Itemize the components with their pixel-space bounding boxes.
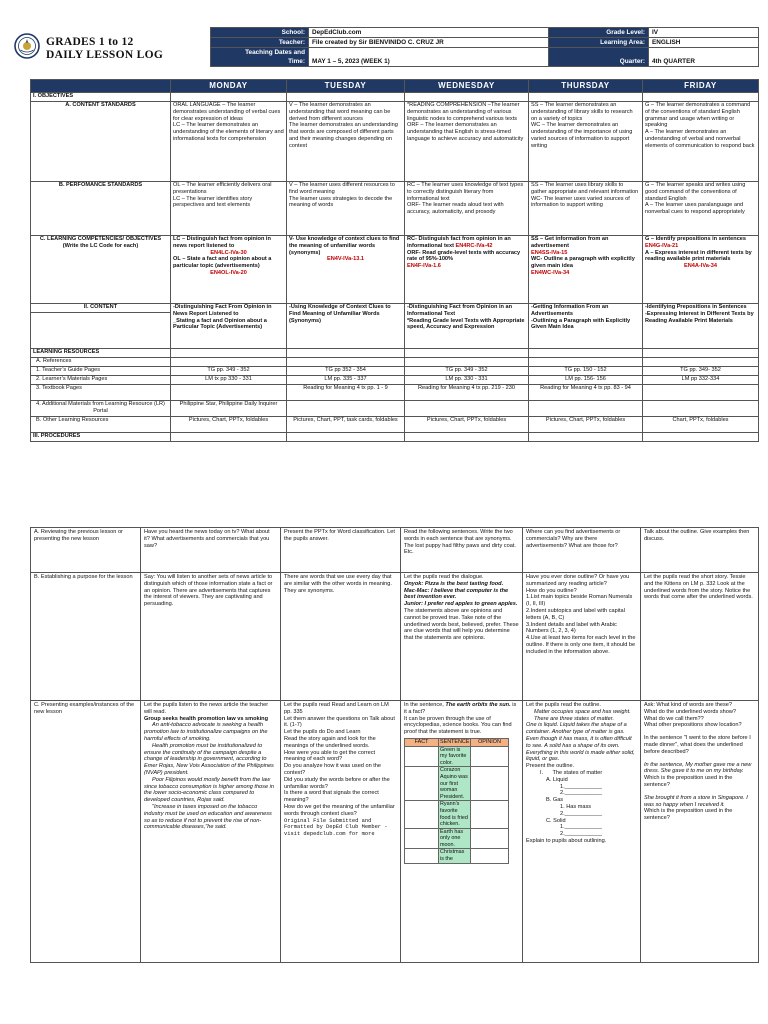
procedure-a-tuesday: Present the PPTx for Word classification. Let the pupils answer.: [281, 528, 401, 573]
outline-c: C. Solid: [546, 817, 566, 824]
pb-thu-1: Have you ever done outline? Or have you summarized any reading article?: [526, 574, 630, 587]
learning-resources-heading: LEARNING RESOURCES: [31, 349, 171, 358]
pc-tue-1: Let the pupils read Read and Learn on LM pp. 335: [284, 702, 389, 715]
procedure-b-row: [31, 573, 759, 701]
other-friday: Chart, PPTx, foldables: [643, 417, 759, 433]
content-standards-label: A. CONTENT STANDARDS: [31, 102, 171, 182]
pb-thu-3: 1.List main topics beside Roman Numerals (I, II, III): [526, 594, 633, 608]
content-thursday: [529, 304, 643, 349]
lc-thu-code-1: EN4SS-IVa-15: [531, 249, 568, 256]
ps-tue-2: The learner uses strategies to decode the meaning of words: [289, 195, 393, 209]
pc-tue-note: Original File Submitted and Formatted by DepEd Club Member - visit depedclub.com for more: [284, 817, 388, 838]
cs-wed-2: ORF – The learner demonstrates an understanding that English is stress-timed language to achieve accuracy and automaticity: [407, 122, 524, 142]
pc-thu-intro: Let the pupils read the outline.: [526, 702, 601, 708]
area-value: ENGLISH: [649, 38, 759, 48]
pc-tue-3: Let the pupils do Do and Learn: [284, 729, 361, 736]
lm-monday: LM tx pp 330 - 331: [171, 376, 287, 385]
lr-wednesday: [405, 401, 529, 417]
procedure-c-tuesday: [281, 701, 401, 963]
day-tuesday: TUESDAY: [287, 80, 405, 93]
pb-thu-5: 3.Indent details and label with Arabic Numbers (1, 2, 3, 4): [526, 621, 617, 635]
procedure-b-tuesday: There are words that we use every day that are similar with the other words in meaning. They are synonyms.: [281, 573, 401, 701]
sentence-header: SENTENCE: [440, 738, 470, 745]
pc-mon-p1: An anti-tobacco advocate is seeking a health promotion law to institutionalize campaigns on the harmful effects of smoking.: [144, 722, 268, 742]
procedures-heading-row: [31, 433, 759, 442]
content-tuesday: [287, 304, 405, 349]
tg-wednesday: TG pp. 349 - 352: [405, 367, 529, 376]
performance-standards-tuesday: [287, 182, 405, 236]
procedure-b-label: B. Establishing a purpose for the lesson: [31, 573, 141, 701]
tg-tuesday: TG pp 352 - 354: [287, 367, 405, 376]
header-info-table: [210, 27, 759, 67]
pb-wed-dialogue-1: Onyok: Pizza is the best tasting food.: [404, 580, 504, 587]
ps-tue-1: V – The learner uses different resources to find word meaning: [289, 182, 395, 195]
tb-monday: [171, 385, 287, 401]
outline-b1: 1. Has mass: [560, 803, 592, 810]
school-label: School:: [211, 28, 309, 38]
fact-sentence-2: Corazon Aquino was our first woman President.: [439, 767, 471, 801]
pb-wed-dialogue-2: Mac-Mac: I believe that computer is the best invention ever.: [404, 587, 509, 601]
lc-thu-2: WC- Outline a paragraph with explicitly given main idea: [531, 256, 635, 270]
content-standards-monday: [171, 102, 287, 182]
procedure-b-monday: Say: You will listen to another sets of news article to distinguish which of those information state a fact or an opinion. There are advertisements that captures the interest of viewers. They are captivating and persuading.: [141, 573, 281, 701]
cs-thu-2: WC – The learner demonstrates an understanding of the importance of using varied sources of information to support writing: [531, 122, 633, 149]
procedure-c-row: [31, 701, 759, 963]
pb-thu-4: 2.Indent subtopics and label with capital letters (A, B, C): [526, 607, 625, 621]
cs-mon-2: LC – The learner demonstrates an understanding of the elements of literary and informational texts for comprehension: [173, 122, 284, 142]
content-mon-2: _Stating a fact and Opinion about a Particular Topic (Advertisements): [173, 317, 267, 331]
pc-fri-1: Ask: What kind of words are these?: [644, 702, 732, 708]
procedure-a-friday: Talk about the outline. Give examples then discuss.: [641, 528, 759, 573]
competencies-thursday: [529, 236, 643, 304]
outline-a2: 2.____________: [560, 790, 602, 797]
other-monday: Pictures, Chart, PPTx, foldables: [171, 417, 287, 433]
performance-standards-monday: [171, 182, 287, 236]
other-wednesday: Pictures, Chart, PPTx, foldables: [405, 417, 529, 433]
pc-fri-5: In the sentence "I went to the store before I made dinner", what does the underlined before described?: [644, 735, 751, 755]
teacher-label: Teacher:: [211, 38, 309, 48]
ps-fri-1: G – The learner speaks and writes using good command of the conventions of standard English: [645, 182, 746, 202]
lc-mon-2: OL – State a fact and opinion about a particular topic (advertisements): [173, 256, 272, 270]
ps-wed-1: RC – The learner uses knowledge of text types to correctly distinguish literary from informational text: [407, 182, 524, 202]
other-thursday: Pictures, Chart, PPTx, foldables: [529, 417, 643, 433]
lc-tue-code-1: EN4V-IVa-13.1: [326, 256, 364, 263]
lc-wed-code-2: EN4F-IVa-1.6: [407, 263, 441, 270]
learners-materials-label: 2. Learner’s Materials Pages: [31, 376, 171, 385]
cs-tue-2: The learner demonstrates an understanding that words are composed of different parts and their meaning changes depending on context: [289, 122, 398, 149]
pc-mon-p3: Poor Filipinos would mostly benefit from the law since tobacco consumption is higher among those in the lower socio-economic class compared to developed countries, Rojas said.: [144, 776, 274, 804]
pc-thu-present: Present the outline.: [526, 763, 575, 770]
content-heading-row: [31, 304, 759, 313]
deped-seal-icon: [14, 33, 40, 59]
competencies-label: C. LEARNING COMPETENCIES/ OBJECTIVES (Write the LC Code for each): [31, 236, 171, 304]
dates-label-line-1: Teaching Dates and: [245, 49, 305, 56]
outline-c2: 2.____________: [560, 831, 602, 838]
outline-roman-numeral: I.: [540, 769, 544, 776]
day-friday: FRIDAY: [643, 80, 759, 93]
lr-friday: [643, 401, 759, 417]
quarter-label: Quarter:: [549, 48, 649, 67]
pc-fri-3: What do we call them??: [644, 715, 704, 722]
content-thu-2: -Outlining a Paragraph with Explicitly Given Main Idea: [531, 317, 631, 331]
competencies-monday: [171, 236, 287, 304]
lesson-log-page-2: [0, 527, 768, 967]
lesson-log-table: [30, 79, 759, 442]
content-standards-tuesday: [287, 102, 405, 182]
pc-wed-intro-a: In the sentence,: [404, 702, 444, 708]
procedure-b-friday: Let the pupils read the short story. Tessie and the Kittens on LM p. 332 Look at the underlined words from the story. Notice the words that come after the underlined words.: [641, 573, 759, 701]
outline-block: [526, 770, 637, 838]
content-fri-1: -Identifying Prepositions in Sentences: [645, 304, 747, 310]
outline-b: B. Gas: [546, 797, 564, 804]
procedures-heading: III. PROCEDURES: [31, 433, 171, 442]
fact-sentence-4: Earth has only one moon.: [439, 828, 471, 849]
pc-mon-p4: "Increase in taxes imposed on the tobacco industry must be used on education and awareness so as to reduce if not to prevent the rise of non-communicable diseases,"he said.: [144, 803, 272, 831]
content-standards-friday: [643, 102, 759, 182]
references-row: [31, 358, 759, 367]
content-wed-1: -Distinguishing Fact from Opinion in an Informational Text: [407, 304, 513, 317]
procedure-b-wednesday: [401, 573, 523, 701]
other-resources-label: B. Other Learning Resources: [31, 417, 171, 433]
lc-thu-code-2: EN4WC-IVa-34: [531, 269, 570, 276]
procedure-b-thursday: [523, 573, 641, 701]
pc-tue-9: How do we get the meaning of the unfamiliar words through context clues?: [284, 803, 395, 817]
content-standards-wednesday: [405, 102, 529, 182]
opinion-header: OPINION: [471, 738, 509, 746]
teacher-value: File created by Sir BIENVINIDO C. CRUZ JR: [309, 38, 549, 48]
fact-header: FACT: [405, 738, 439, 746]
performance-standards-thursday: [529, 182, 643, 236]
lc-fri-code-2: EN4A-IVa-34: [684, 263, 717, 270]
content-label-spacer: [31, 313, 171, 349]
additional-materials-label: 4. Additional Materials from Learning Resource (LR) Portal: [31, 401, 171, 417]
cs-thu-1: SS – The learner demonstrates an understanding of library skills to research on a variety of topics: [531, 102, 633, 122]
lc-wed-2: ORF- Read grade-level texts with accuracy rate of 95%-100%: [407, 249, 521, 263]
document-title: [46, 36, 163, 62]
content-label: II. CONTENT: [31, 304, 171, 313]
procedure-a-wednesday: Read the following sentences. Write the two words in each sentence that are synonyms. The lost puppy had filthy paws and dirty coat. Etc.: [401, 528, 523, 573]
lc-fri-2: A – Express interest in different texts by reading available print materials: [645, 249, 752, 263]
performance-standards-label: B. PERFOMANCE STANDARDS: [31, 182, 171, 236]
cs-tue-1: V – The learner demonstrates an understanding that word meaning can be derived from different sources: [289, 102, 391, 122]
tb-friday: [643, 385, 759, 401]
dates-label: [211, 48, 309, 67]
pc-mon-p2: Health promotion must be institutionalized to ensure the continuity of the campaign despite a change of leadership in government, according to Emer Rojas, New Vois Association of the Philippines (NVAP) president.: [144, 742, 274, 776]
day-header-blank: [31, 80, 171, 93]
day-wednesday: WEDNESDAY: [405, 80, 529, 93]
textbook-row: [31, 385, 759, 401]
lc-fri-code-1: EN4G-IVa-21: [645, 242, 679, 249]
cs-fri-2: A – The learner demonstrates an understanding of verbal and nonverbal elements of communication to respond back: [645, 129, 755, 149]
procedures-table: [30, 527, 759, 963]
competencies-row: [31, 236, 759, 304]
pc-wed-intro-b: is it a fact?: [404, 702, 517, 715]
procedure-c-friday: [641, 701, 759, 963]
pc-tue-5: How were you able to get the correct meaning of each word?: [284, 749, 376, 763]
pc-fri-9: Which is the preposition used in the sentence?: [644, 808, 733, 822]
cs-mon-1: ORAL LANGUAGE – The learner demonstrates understanding of verbal cues for clear expression of ideas: [173, 102, 281, 122]
pc-thu-para: One is liquid. Liquid takes the shape of a container. Another type of matter is gas. Even though it has mass, it is often difficult to see. A solid has a shape of its own. Everything in this world is made either solid, liquid, or gas.: [526, 722, 635, 763]
fact-opinion-table: [404, 738, 509, 864]
objectives-heading-row: [31, 93, 759, 102]
teachers-guide-label: 1. Teacher’s Guide Pages: [31, 367, 171, 376]
pb-wed-dialogue-3: Junior: I prefer red apples to green apples.: [404, 601, 518, 608]
lc-mon-code-1: EN4LC-IVa-30: [210, 249, 247, 256]
pb-wed-intro: Let the pupils read the dialogue.: [404, 574, 484, 580]
performance-standards-friday: [643, 182, 759, 236]
tg-monday: TG pp. 349 - 352: [171, 367, 287, 376]
day-thursday: THURSDAY: [529, 80, 643, 93]
pc-wed-rest: It can be proven through the use of encyclopedias, science books. You can find proof that the statement is true.: [404, 715, 512, 736]
pc-mon-title: Group seeks health promotion law vs smoking: [144, 715, 269, 722]
lm-friday: LM pp 332-334: [643, 376, 759, 385]
tb-tuesday: Reading for Meaning 4 tx pp. 1 - 9: [287, 385, 405, 401]
grade-label: Grade Level:: [549, 28, 649, 38]
pc-tue-6: Do you analyze how it was used on the context?: [284, 763, 382, 776]
performance-standards-wednesday: [405, 182, 529, 236]
area-label: Learning Area:: [549, 38, 649, 48]
procedure-a-row: [31, 528, 759, 573]
procedure-a-thursday: Where can you find advertisements or commercials? Why are there advertisements? What are those for?: [523, 528, 641, 573]
ps-thu-1: SS – The learner uses library skills to gather appropriate and relevant information: [531, 182, 639, 195]
procedure-c-wednesday: [401, 701, 523, 963]
lc-mon-code-2: EN4OL-IVa-20: [210, 269, 247, 276]
pc-fri-2: What do the underlined words show?: [644, 708, 737, 715]
fact-sentence-5: Christmas is the: [439, 849, 471, 863]
fact-sentence-1: Green is my favorite color.: [439, 746, 471, 767]
outline-roman-text: The states of matter: [552, 769, 603, 776]
lm-tuesday: LM pp. 335 - 337: [287, 376, 405, 385]
textbook-label: 3. Textbook Pages: [31, 385, 171, 401]
pc-mon-intro: Let the pupils listen to the news article the teacher will read.: [144, 702, 269, 715]
cs-fri-1: G – The learner demonstrates a command of the conventions of standard English grammar and usage when writing or speaking: [645, 102, 751, 129]
pc-tue-7: Did you study the words before or after the unfamiliar words?: [284, 776, 390, 790]
ps-fri-2: A – The learner uses paralanguage and nonverbal cues to respond appropriately: [645, 202, 745, 216]
lm-wednesday: LM pp. 330 - 331: [405, 376, 529, 385]
competencies-tuesday: [287, 236, 405, 304]
tb-wednesday: Reading for Meaning 4 tx pp. 219 - 230: [405, 385, 529, 401]
lc-thu-1: SS – Get information from an advertisement: [531, 236, 609, 249]
lc-mon-1: LC – Distinguish fact from opinion in news report listened to: [173, 236, 271, 249]
procedure-a-label: A. Reviewing the previous lesson or presenting the new lesson: [31, 528, 141, 573]
learners-materials-row: [31, 376, 759, 385]
outline-roman: [540, 770, 637, 777]
content-mon-1: -Distinguishing Fact From Opinion in News Report Listened to: [173, 304, 272, 317]
content-wednesday: [405, 304, 529, 349]
grade-value: IV: [649, 28, 759, 38]
outline-c1: 1.____________: [560, 824, 602, 831]
performance-standards-row: [31, 182, 759, 236]
dates-value: MAY 1 – 5, 2023 (WEEK 1): [309, 48, 549, 67]
other-tuesday: Pictures, Chart, PPT, task cards, foldables: [287, 417, 405, 433]
pc-fri-8: She brought it from a store in Singapore. I was so happy when I received it.: [644, 794, 748, 808]
lc-fri-1: G – Identify prepositions in sentences: [645, 236, 747, 242]
content-friday: [643, 304, 759, 349]
lc-tue-1: V- Use knowledge of context clues to find the meaning of unfamiliar words (synonyms): [289, 236, 400, 256]
fact-sentence-3: Ryann’s favorite food is fried chicken.: [439, 801, 471, 828]
procedure-c-label: C. Presenting examples/instances of the new lesson: [31, 701, 141, 963]
title-line-2: DAILY LESSON LOG: [46, 49, 164, 61]
content-tue-1: -Using Knowledge of Context Clues to Find Meaning of Unfamiliar Words (Synonyms): [289, 304, 391, 324]
procedure-c-monday: [141, 701, 281, 963]
lc-wed-code-1: EN4RC-IVa-42: [455, 242, 493, 249]
teachers-guide-row: [31, 367, 759, 376]
pb-wed-end: The statements above are opinions and cannot be proved true. Take note of the underlined words best, believed, prefer. These are clue words that will help you determine that the statements are opinions.: [404, 607, 519, 642]
objectives-heading: I. OBJECTIVES: [31, 93, 171, 102]
pc-wed-quote: The earth orbits the sun.: [445, 702, 511, 708]
title-line-1: GRADES 1 to 12: [46, 36, 134, 48]
outline-b2: 2.____________: [560, 810, 602, 817]
references-label: A. References: [31, 358, 171, 367]
outline-a1: 1.____________: [560, 783, 602, 790]
pc-fri-4: What other prepositions show location?: [644, 722, 742, 729]
ps-mon-1: OL – The learner efficiently delivers oral presentations: [173, 182, 272, 195]
procedure-c-thursday: [523, 701, 641, 963]
ps-mon-2: LC – The learner identifies story perspectives and text elements: [173, 195, 253, 209]
other-resources-row: [31, 417, 759, 433]
learning-resources-row: [31, 349, 759, 358]
lm-thursday: LM pp. 156- 156: [529, 376, 643, 385]
content-monday: [171, 304, 287, 349]
lr-thursday: [529, 401, 643, 417]
content-standards-row: [31, 102, 759, 182]
lc-wed-1: RC- Distinguish fact from opinion in an informational text: [407, 236, 511, 249]
lesson-log-page-1: [0, 0, 768, 484]
procedure-a-monday: Have you heard the news today on tv? What about it? What advertisements and commercials that you saw?: [141, 528, 281, 573]
outline-a: A. Liquid: [546, 776, 568, 783]
pc-fri-7: Which is the preposition used in the sentence?: [644, 775, 733, 788]
content-standards-thursday: [529, 102, 643, 182]
tg-friday: TG pp. 349- 352: [643, 367, 759, 376]
ps-wed-2: ORF- The learner reads aloud text with accuracy, automaticity, and prosody: [407, 202, 504, 216]
pc-tue-8: Is there a word that signals the correct meaning?: [284, 790, 379, 804]
pc-thu-states: There are three states of matter.: [534, 715, 615, 722]
quarter-value: 4th QUARTER: [649, 48, 759, 67]
tg-thursday: TG pp. 150 - 152: [529, 367, 643, 376]
additional-materials-row: [31, 401, 759, 417]
lr-tuesday: [287, 401, 405, 417]
pb-thu-2: How do you outline?: [526, 587, 577, 594]
content-fri-2: -Expressing Interest in Different Texts by Reading Available Print Materials: [645, 310, 754, 324]
day-monday: MONDAY: [171, 80, 287, 93]
school-value: DepEdClub.com: [309, 28, 549, 38]
tb-thursday: Reading for Meaning 4 tx pp. 83 - 94: [529, 385, 643, 401]
ps-thu-2: WC- The learner uses varied sources of information to support writing: [531, 195, 630, 209]
content-wed-2: *Reading Grade level Texts with Appropriate speed, Accuracy and Expression: [407, 317, 525, 331]
pc-tue-2: Let them answer the questions on Talk about it. (1-7): [284, 715, 395, 729]
pc-tue-4: Read the story again and look for the meanings of the underlined words.: [284, 735, 376, 749]
competencies-wednesday: [405, 236, 529, 304]
pc-thu-topic: Matter occupies space and has weight.: [534, 708, 631, 715]
competencies-friday: [643, 236, 759, 304]
content-thu-1: -Getting Information From an Advertisements: [531, 304, 609, 317]
pb-thu-6: 4.Use at least two items for each level in the outline. If there is only one item, it should be included in the information above.: [526, 635, 636, 655]
lr-monday: Philippine Star, Philippine Daily Inquirer: [171, 401, 287, 417]
dates-label-line-2: Time:: [288, 58, 305, 65]
day-header-row: [31, 80, 759, 93]
cs-wed-1: *READING COMPREHENSION –The learner demonstrates an understanding of various linguistic nodes to comprehend various texts: [407, 102, 520, 122]
pc-thu-end: Explain to pupils about outlining.: [526, 837, 607, 844]
pc-fri-6: In the sentence, My mother gave me a new dress. She gave it to me on my birthday.: [644, 761, 752, 775]
